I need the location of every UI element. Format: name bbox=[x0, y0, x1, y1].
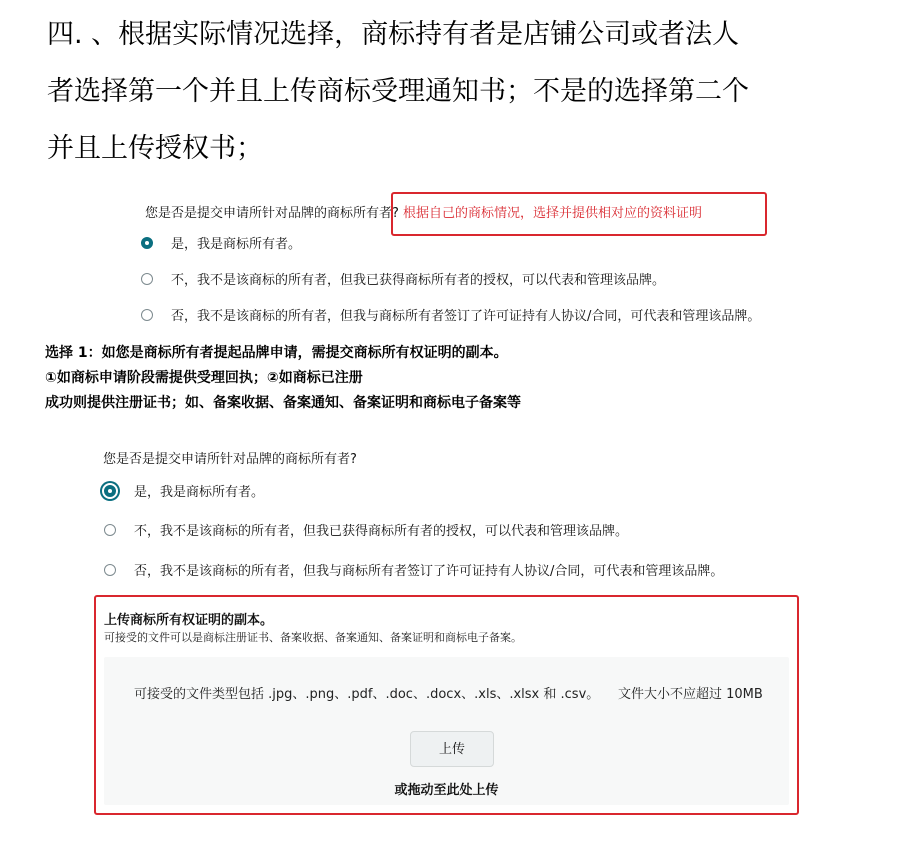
radio-option-label: 不，我不是该商标的所有者，但我已获得商标所有者的授权，可以代表和管理该品牌。 bbox=[171, 273, 666, 288]
accepted-file-types: 可接受的文件类型包括 .jpg、.png、.pdf、.doc、.docx、.xls、.xlsx 和 .csv。 bbox=[134, 687, 600, 702]
radio-selected-icon[interactable] bbox=[141, 237, 153, 249]
file-size-limit: 文件大小不应超过 10MB bbox=[618, 687, 763, 702]
upload-subtitle: 可接受的文件可以是商标注册证书、备案收据、备案通知、备案证明和商标电子备案。 bbox=[104, 631, 522, 644]
radio-option-authorized-2[interactable] bbox=[104, 520, 628, 539]
radio-option-licensee-1[interactable] bbox=[141, 305, 760, 324]
radio-unselected-icon[interactable] bbox=[104, 564, 116, 576]
note-line-3: 成功则提供注册证书；如、备案收据、备案通知、备案证明和商标电子备案等 bbox=[45, 395, 521, 411]
upload-title: 上传商标所有权证明的副本。 bbox=[104, 613, 274, 628]
note-line-2: ①如商标申请阶段需提供受理回执；②如商标已注册 bbox=[45, 370, 363, 386]
upload-section bbox=[94, 595, 799, 815]
radio-option-licensee-2[interactable] bbox=[104, 560, 723, 579]
radio-option-label: 是，我是商标所有者。 bbox=[171, 237, 302, 252]
radio-unselected-icon[interactable] bbox=[141, 273, 153, 285]
red-callout-box: 根据自己的商标情况，选择并提供相对应的资料证明 bbox=[391, 192, 767, 236]
radio-option-label: 否，我不是该商标的所有者，但我与商标所有者签订了许可证持有人协议/合同，可代表和管理该品牌。 bbox=[171, 309, 761, 324]
owner-question-2: 您是否是提交申请所针对品牌的商标所有者? bbox=[103, 452, 357, 467]
choice-one-note bbox=[45, 341, 521, 416]
heading-line-2: 者选择第一个并且上传商标受理通知书；不是的选择第二个 bbox=[47, 76, 749, 107]
instruction-heading bbox=[47, 6, 897, 177]
radio-unselected-icon[interactable] bbox=[141, 309, 153, 321]
radio-option-owner-1[interactable] bbox=[141, 233, 301, 252]
radio-option-authorized-1[interactable] bbox=[141, 269, 665, 288]
radio-selected-focused-icon[interactable] bbox=[104, 485, 116, 497]
file-drop-zone[interactable] bbox=[104, 657, 789, 805]
drag-to-upload-text: 或拖动至此处上传 bbox=[394, 783, 499, 798]
radio-option-label: 否，我不是该商标的所有者，但我与商标所有者签订了许可证持有人协议/合同，可代表和管理该品牌。 bbox=[134, 564, 724, 579]
radio-option-label: 是，我是商标所有者。 bbox=[134, 485, 265, 500]
owner-question-1: 您是否是提交申请所针对品牌的商标所有者? bbox=[145, 206, 399, 221]
heading-line-3: 并且上传授权书； bbox=[47, 133, 263, 164]
radio-option-label: 不，我不是该商标的所有者，但我已获得商标所有者的授权，可以代表和管理该品牌。 bbox=[134, 524, 629, 539]
radio-unselected-icon[interactable] bbox=[104, 524, 116, 536]
note-line-1: 选择 1：如您是商标所有者提起品牌申请，需提交商标所有权证明的副本。 bbox=[45, 345, 508, 361]
upload-button[interactable]: 上传 bbox=[410, 731, 494, 767]
radio-option-owner-2[interactable] bbox=[102, 481, 264, 500]
heading-line-1: 四. 、根据实际情况选择，商标持有者是店铺公司或者法人 bbox=[47, 19, 740, 50]
